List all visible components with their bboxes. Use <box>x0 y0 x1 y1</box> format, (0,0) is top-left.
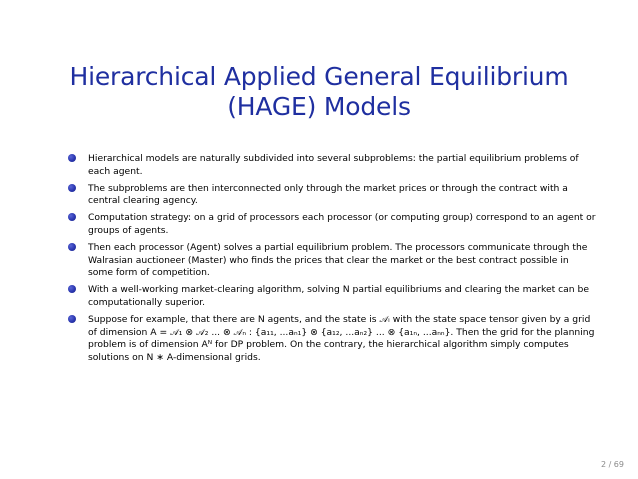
bullet-text: The subproblems are then interconnected only through the market prices or through the contract with a central clearing agency. <box>88 182 568 207</box>
bullet-text: Suppose for example, that there are N agents, and the state is 𝒜ᵢ with the state space tensor given by a grid of dimension A = 𝒜₁ ⊗ 𝒜₂ ... ⊗ 𝒜ₙ : {a₁₁, ...aₙ₁} ⊗ {a₁₂, ...aₙ₂} ... ⊗ {a₁ₙ, ...aₙₙ}. Then the grid for the planning problem is of dimension Aᴺ for DP problem. On the contrary, the hierarchical algorithm simply computes solutions on N ∗ A-dimensional grids. <box>88 313 595 364</box>
bullet-item <box>68 153 596 179</box>
slide-title-line-1: Hierarchical Applied General Equilibrium <box>69 62 569 91</box>
bullet-dot-icon <box>68 184 76 192</box>
bullet-dot-icon <box>68 315 76 323</box>
bullet-dot-icon <box>68 243 76 251</box>
bullet-item <box>68 183 596 209</box>
bullet-list <box>68 153 596 369</box>
bullet-text: Computation strategy: on a grid of processors each processor (or computing group) correspond to an agent or groups of agents. <box>88 212 596 236</box>
bullet-text: With a well-working market-clearing algorithm, solving N partial equilibriums and clearing the market can be computationally superior. <box>88 284 590 308</box>
bullet-dot-icon <box>68 154 76 162</box>
bullet-dot-icon <box>68 285 76 293</box>
bullet-item <box>68 212 596 238</box>
slide-title-line-2: (HAGE) Models <box>227 92 411 121</box>
bullet-item <box>68 314 596 365</box>
bullet-text: Hierarchical models are naturally subdivided into several subproblems: the partial equilibrium problems of each agent. <box>88 153 579 177</box>
bullet-dot-icon <box>68 213 76 221</box>
slide-title <box>40 62 598 122</box>
bullet-text: Then each processor (Agent) solves a partial equilibrium problem. The processors communicate through the Walrasian auctioneer (Master) who finds the prices that clear the market or the best contract possible in some form of competition. <box>88 241 588 279</box>
page-number: 2 / 69 <box>600 460 624 469</box>
bullet-item <box>68 284 596 310</box>
bullet-item <box>68 242 596 280</box>
